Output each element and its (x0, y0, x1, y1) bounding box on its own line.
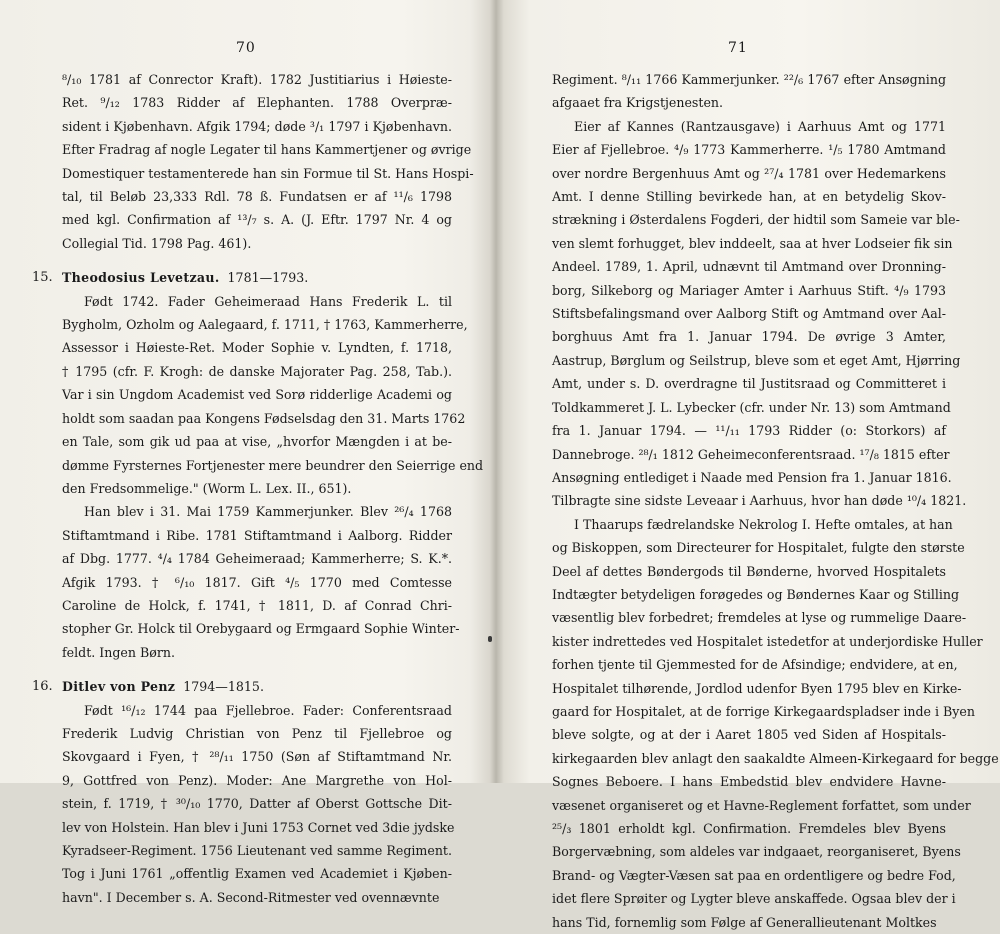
text-line: borg, Silkeborg og Mariager Amter i Aarhuus Stift. ⁴/₉ 1793 (552, 282, 946, 298)
text-line: sident i Kjøbenhavn. Afgik 1794; døde ³/₁ 1797 i Kjøbenhavn. (62, 118, 452, 134)
text-line: Borgervæbning, som aldeles var indgaaet, reorganiseret, Byens (552, 844, 961, 860)
text-line: Andeel. 1789, 1. April, udnævnt til Amtmand over Dronning- (552, 259, 946, 275)
text-line: ven slemt forhugget, blev inddeelt, saa at hver Lodseier fik sin (552, 235, 953, 251)
text-line: stein, f. 1719, † ³⁰/₁₀ 1770, Datter af Oberst Gottsche Dit- (62, 796, 452, 812)
text-line: Regiment. ⁸/₁₁ 1766 Kammerjunker. ²²/₆ 1767 efter Ansøgning (552, 72, 946, 87)
text-line: feldt. Ingen Børn. (62, 644, 175, 660)
text-line: hans Tid, fornemlig som Følge af Generallieutenant Moltkes (552, 914, 937, 930)
text-line: over nordre Bergenhuus Amt og ²⁷/₄ 1781 over Hedemarkens (552, 165, 946, 181)
text-line: Afgik 1793. † ⁶/₁₀ 1817. Gift ⁴/₅ 1770 med Comtesse (62, 574, 452, 590)
text-line: stopher Gr. Holck til Orebygaard og Ermgaard Sophie Winter- (62, 621, 460, 637)
text-line: en Tale, som gik ud paa at vise, „hvorfor Mængden i at be- (62, 434, 452, 450)
right-page (490, 0, 1000, 930)
text-line: Amt. I denne Stilling bevirkede han, at en betydelig Skov- (552, 189, 946, 205)
text-line: Deel af dettes Bøndergods til Bønderne, hvorved Hospitalets (552, 563, 946, 579)
text-line: havn". I December s. A. Second-Ritmester ved ovennævnte (62, 889, 440, 905)
text-line: Tog i Juni 1761 „offentlig Examen ved Academiet i Kjøben- (62, 866, 452, 882)
text-line: Ret. ⁹/₁₂ 1783 Ridder af Elephanten. 1788 Overpræ- (62, 95, 452, 111)
text-line: Domestiquer testamenterede han sin Formue til St. Hans Hospi- (62, 165, 474, 181)
text-line: Stiftamtmand i Ribe. 1781 Stiftamtmand i Aalborg. Ridder (62, 527, 452, 543)
text-line: idet flere Sprøiter og Lygter bleve anskaffede. Ogsaa blev der i (552, 891, 956, 907)
text-line: Caroline de Holck, f. 1741, † 1811, D. af Conrad Chri- (62, 597, 452, 613)
entry-heading (62, 675, 452, 698)
right-body (552, 68, 999, 934)
text-line: Indtægter betydeligen forøgedes og Bøndernes Kaar og Stilling (552, 586, 960, 602)
text-line: 9, Gottfred von Penz). Moder: Ane Margrethe von Hol- (62, 772, 452, 788)
text-line: Ansøgning entlediget i Naade med Pension fra 1. Januar 1816. (552, 469, 952, 485)
text-line: forhen tjente til Gjemmested for de Afsindige; endvidere, at en, (552, 657, 958, 673)
page-number: 71 (728, 40, 748, 56)
text-line: Født ¹⁶/₁₂ 1744 paa Fjellebroe. Fader: Conferentsraad (84, 702, 452, 718)
text-line: Aastrup, Børglum og Seilstrup, bleve som et eget Amt, Hjørring (552, 352, 961, 368)
text-line: kirkegaarden blev anlagt den saakaldte Almeen-Kirkegaard for begge (552, 750, 999, 766)
page-number: 70 (236, 40, 256, 56)
text-line: afgaaet fra Krigstjenesten. (552, 95, 724, 111)
text-line: Frederik Ludvig Christian von Penz til Fjellebroe og (62, 725, 452, 741)
text-line: Han blev i 31. Mai 1759 Kammerjunker. Blev ²⁶/₄ 1768 (84, 504, 452, 520)
entry-number: 16. (32, 679, 53, 695)
text-line: Kyradseer-Regiment. 1756 Lieutenant ved samme Regiment. (62, 843, 452, 858)
text-line: strækning i Østerdalens Fogderi, der hidtil som Sameie var ble- (552, 212, 960, 228)
text-line: med kgl. Confirmation af ¹³/₇ s. A. (J. Eftr. 1797 Nr. 4 og (62, 212, 452, 228)
text-line: af Dbg. 1777. ⁴/₄ 1784 Geheimeraad; Kammerherre; S. K.*. (62, 551, 452, 567)
text-line: bleve solgte, og at der i Aaret 1805 ved Siden af Hospitals- (552, 727, 946, 743)
text-line: ⁸/₁₀ 1781 af Conrector Kraft). 1782 Justitiarius i Høieste- (62, 72, 452, 87)
text-line: lev von Holstein. Han blev i Juni 1753 Cornet ved 3die jydske (62, 819, 455, 835)
text-line: dømme Fyrsternes Fortjenester mere beundrer den Seierrige end (62, 457, 484, 473)
entry-heading (62, 266, 452, 289)
text-line: Toldkammeret J. L. Lybecker (cfr. under Nr. 13) som Amtmand (552, 399, 951, 415)
entry-body (62, 290, 484, 665)
text-line: holdt som saadan paa Kongens Fødselsdag den 31. Marts 1762 (62, 410, 466, 426)
text-line: Tilbragte sine sidste Leveaar i Aarhuus, hvor han døde ¹⁰/₄ 1821. (552, 493, 967, 509)
text-line: Eier af Fjellebroe. ⁴/₉ 1773 Kammerherre. ¹/₅ 1780 Amtmand (552, 142, 946, 158)
text-line: Brand- og Vægter-Væsen sat paa en ordentligere og bedre Fod, (552, 867, 956, 883)
text-line: Collegial Tid. 1798 Pag. 461). (62, 235, 252, 251)
text-line: og Biskoppen, som Directeurer for Hospitalet, fulgte den største (552, 540, 965, 556)
text-line: I Thaarups fædrelandske Nekrolog I. Hefte omtales, at han (574, 516, 953, 532)
text-line: væsentlig blev forbedret; fremdeles at lyse og rummelige Daare- (552, 610, 967, 626)
text-line: Bygholm, Ozholm og Aalegaard, f. 1711, † 1763, Kammerherre, (62, 317, 468, 333)
entry-name: Ditlev von Penz (62, 679, 176, 695)
entry-15 (32, 266, 484, 664)
text-line: kister indrettedes ved Hospitalet istedetfor at underjordiske Huller (552, 633, 983, 649)
text-line: Var i sin Ungdom Academist ved Sorø ridderlige Academi og (62, 387, 452, 403)
continuation-block (62, 68, 474, 255)
text-line: Hospitalet tilhørende, Jordlod udenfor Byen 1795 blev en Kirke- (552, 680, 962, 696)
text-line: væsenet organiseret og et Havne-Reglement forfattet, som under (552, 797, 971, 813)
text-line: Amt, under s. D. overdragne til Justitsraad og Committeret i (552, 376, 946, 392)
text-line: ²⁵/₃ 1801 erholdt kgl. Confirmation. Fremdeles blev Byens (552, 821, 946, 836)
text-line: tal, til Beløb 23,333 Rdl. 78 ß. Fundatsen er af ¹¹/₆ 1798 (62, 189, 452, 205)
entry-years: 1781—1793. (227, 270, 309, 286)
text-line: borghuus Amt fra 1. Januar 1794. De øvrige 3 Amter, (552, 329, 946, 345)
entry-body (62, 699, 455, 910)
text-line: Stiftsbefalingsmand over Aalborg Stift og Amtmand over Aal- (552, 306, 946, 322)
text-line: Eier af Kannes (Rantzausgave) i Aarhuus Amt og 1771 (574, 118, 946, 134)
left-text-column (32, 68, 484, 909)
text-line: fra 1. Januar 1794. — ¹¹/₁₁ 1793 Ridder (o: Storkors) af (552, 423, 946, 439)
text-line: Efter Fradrag af nogle Legater til hans Kammertjener og øvrige (62, 142, 472, 158)
text-line: † 1795 (cfr. F. Krogh: de danske Majorater Pag. 258, Tab.). (62, 363, 452, 379)
text-line: Skovgaard i Fyen, † ²⁸/₁₁ 1750 (Søn af Stiftamtmand Nr. (62, 749, 452, 765)
binding-hole (488, 636, 492, 642)
entry-number: 15. (32, 270, 53, 286)
text-line: gaard for Hospitalet, at de forrige Kirkegaardspladser inde i Byen (552, 703, 975, 719)
entry-name: Theodosius Levetzau. (62, 270, 220, 286)
text-line: Sognes Beboere. I hans Embedstid blev endvidere Havne- (552, 774, 946, 790)
left-page (0, 0, 490, 905)
entry-years: 1794—1815. (183, 679, 264, 695)
text-line: Dannebroge. ²⁸/₁ 1812 Geheimeconferentsraad. ¹⁷/₈ 1815 efter (552, 446, 950, 462)
text-line: Født 1742. Fader Geheimeraad Hans Frederik L. til (84, 293, 452, 309)
entry-16 (32, 675, 455, 909)
text-line: den Fredsommelige." (Worm L. Lex. II., 651). (62, 480, 352, 496)
right-text-column (552, 68, 999, 934)
text-line: Assessor i Høieste-Ret. Moder Sophie v. Lyndten, f. 1718, (62, 340, 452, 356)
